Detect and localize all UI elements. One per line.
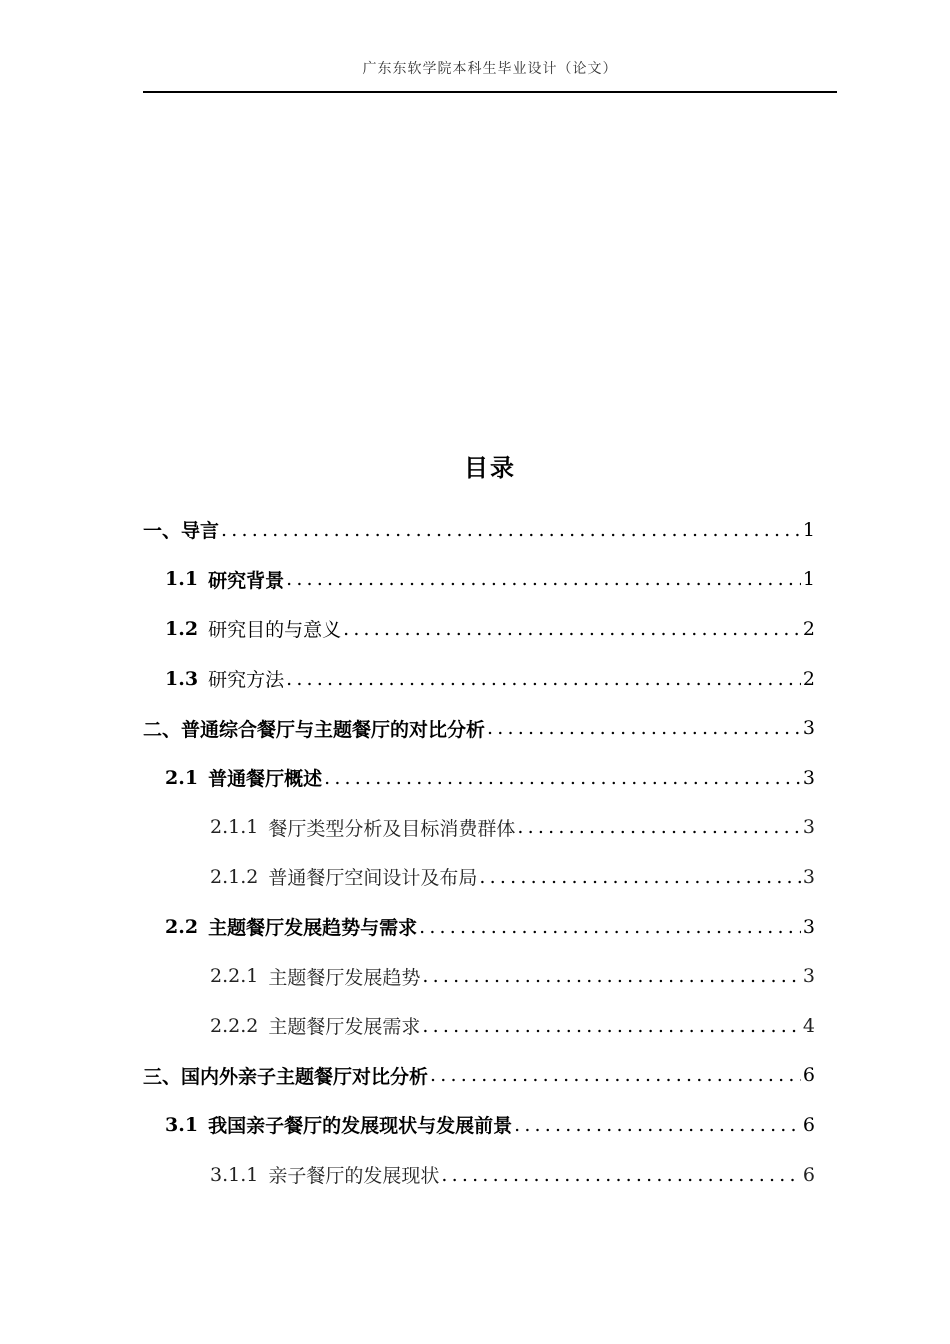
- toc-entry-page: 3: [802, 965, 815, 988]
- toc-entry[interactable]: [143, 803, 815, 853]
- toc-entry-label: 主题餐厅发展趋势: [268, 966, 421, 989]
- toc-dot-leader: [286, 668, 801, 690]
- toc-entry-number: 3.1.1: [210, 1163, 259, 1186]
- toc-entry-page: 1: [802, 518, 815, 541]
- toc-dot-leader: [487, 717, 801, 739]
- header-divider: [143, 91, 837, 93]
- toc-entry[interactable]: [143, 654, 815, 704]
- toc-entry-number: 2.2.1: [210, 965, 259, 988]
- toc-entry-label: 三、国内外亲子主题餐厅对比分析: [143, 1065, 429, 1088]
- toc-dot-leader: [517, 816, 801, 838]
- toc-dot-leader: [430, 1064, 801, 1086]
- toc-entry-page: 2: [802, 667, 815, 690]
- toc-entry-label: 一、导言: [143, 520, 220, 543]
- toc-entry[interactable]: [143, 902, 815, 952]
- toc-dot-leader: [479, 866, 801, 888]
- toc-entry[interactable]: [143, 505, 815, 555]
- toc-entry[interactable]: [143, 1051, 815, 1101]
- toc-entry-page: 3: [802, 816, 815, 839]
- toc-entry-number: 1.2: [165, 617, 199, 640]
- toc-entry-label: 普通餐厅空间设计及布局: [268, 867, 478, 890]
- toc-entry-page: 6: [802, 1113, 815, 1136]
- toc-title: 目录: [464, 453, 516, 482]
- toc-entry-label: 餐厅类型分析及目标消费群体: [268, 817, 516, 840]
- page-header: 广东东软学院本科生毕业设计（论文）: [362, 61, 618, 77]
- toc-entry-number: 3.1: [165, 1113, 199, 1136]
- toc-dot-leader: [419, 916, 801, 938]
- toc-entry-label: 主题餐厅发展需求: [268, 1016, 421, 1039]
- toc-entry-label: 研究方法: [208, 669, 285, 692]
- toc-entry-number: 1.1: [165, 568, 199, 591]
- toc-entry-label: 普通餐厅概述: [208, 768, 323, 791]
- toc-dot-leader: [221, 519, 801, 541]
- toc-entry-page: 4: [802, 1014, 815, 1037]
- toc-entry-label: 二、普通综合餐厅与主题餐厅的对比分析: [143, 718, 486, 741]
- toc-entry[interactable]: [143, 1001, 815, 1051]
- toc-entry-label: 研究目的与意义: [208, 619, 342, 642]
- toc-entry-number: 2.1.2: [210, 865, 259, 888]
- toc-entry-page: 2: [802, 617, 815, 640]
- toc-dot-leader: [514, 1114, 801, 1136]
- toc-entry[interactable]: [143, 852, 815, 902]
- toc-entry-number: 2.2: [165, 915, 199, 938]
- toc-entry[interactable]: [143, 753, 815, 803]
- toc-dot-leader: [324, 767, 801, 789]
- toc-entry-page: 3: [802, 865, 815, 888]
- toc-entry-page: 3: [802, 915, 815, 938]
- toc-entry-page: 3: [802, 766, 815, 789]
- toc-entry-number: 2.1.1: [210, 816, 259, 839]
- toc-dot-leader: [422, 965, 801, 987]
- toc-entry-number: 1.3: [165, 667, 199, 690]
- toc-entry[interactable]: [143, 951, 815, 1001]
- toc-entry-label: 亲子餐厅的发展现状: [268, 1165, 440, 1188]
- toc-entry-page: 6: [802, 1064, 815, 1087]
- toc-dot-leader: [441, 1164, 801, 1186]
- toc-entry-page: 1: [802, 568, 815, 591]
- toc-entry-page: 6: [802, 1163, 815, 1186]
- toc-entry[interactable]: [143, 555, 815, 605]
- toc-entry-label: 研究背景: [208, 569, 285, 592]
- toc-entry-number: 2.2.2: [210, 1014, 259, 1037]
- toc-entry[interactable]: [143, 604, 815, 654]
- toc-entry-label: 主题餐厅发展趋势与需求: [208, 917, 418, 940]
- toc-entry-label: 我国亲子餐厅的发展现状与发展前景: [208, 1115, 513, 1138]
- toc-entry[interactable]: [143, 1150, 815, 1200]
- toc-dot-leader: [422, 1015, 801, 1037]
- table-of-contents: [143, 505, 815, 1199]
- toc-entry[interactable]: [143, 1100, 815, 1150]
- toc-dot-leader: [286, 568, 801, 590]
- toc-entry[interactable]: [143, 703, 815, 753]
- toc-entry-number: 2.1: [165, 766, 199, 789]
- toc-dot-leader: [343, 618, 801, 640]
- toc-entry-page: 3: [802, 717, 815, 740]
